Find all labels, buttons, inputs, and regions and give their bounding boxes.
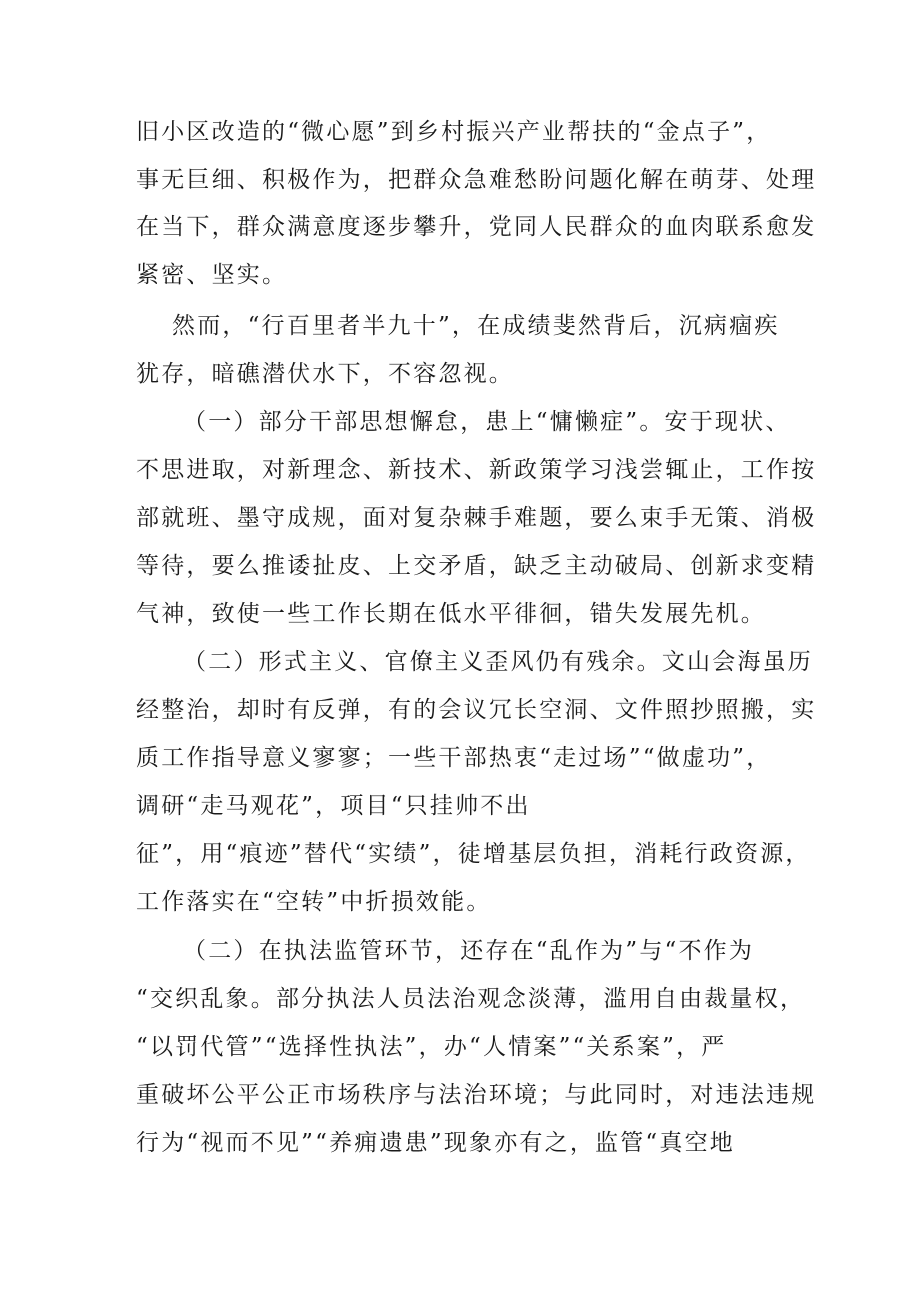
text-line: 调研“走马观花”，项目“只挂帅不出 [136,793,531,819]
text-line: “交织乱象。部分执法人员法治观念淡薄，滥用自由裁量权， [136,986,806,1012]
text-line: 部就班、墨守成规，面对复杂棘手难题，要么束手无策、消极 [136,505,817,531]
text-line: 征”，用“痕迹”替代“实绩”，徒增基层负担，消耗行政资源， [136,841,811,867]
text-line: 质工作指导意义寥寥；一些干部热衷“走过场”“做虚功”， [136,745,772,771]
text-line: 不思进取，对新理念、新技术、新政策学习浅尝辄止，工作按 [136,457,817,483]
text-line: 行为“视而不见”“养痈遗患”现象亦有之，监管“真空地 [136,1130,735,1156]
text-line: 犹存，暗礁潜伏水下，不容忽视。 [136,361,514,387]
text-line: （二）在执法监管环节，还存在“乱作为”与“不作为 [183,938,755,964]
text-line: 经整治，却时有反弹，有的会议冗长空洞、文件照抄照搬，实 [136,697,817,723]
text-line: 在当下，群众满意度逐步攀升，党同人民群众的血肉联系愈发 [136,214,817,240]
text-line: 事无巨细、积极作为，把群众急难愁盼问题化解在萌芽、处理 [136,167,817,193]
text-line: 气神，致使一些工作长期在低水平徘徊，错失发展先机。 [136,601,766,627]
text-line: 旧小区改造的“微心愿”到乡村振兴产业帮扶的“金点子”， [136,119,772,145]
text-line: 紧密、坚实。 [136,262,288,288]
text-line: （二）形式主义、官僚主义歪风仍有残余。文山会海虽历 [183,649,813,675]
text-line: 等待，要么推诿扯皮、上交矛盾，缺乏主动破局、创新求变精 [136,553,817,579]
text-line: 工作落实在“空转”中折损效能。 [136,889,492,915]
text-line: （一）部分干部思想懈怠，患上“慵懒症”。安于现状、 [183,409,791,435]
text-line: 然而，“行百里者半九十”，在成绩斐然背后，沉病痼疾 [172,313,780,339]
text-line: “以罚代管”“选择性执法”，办“人情案”“关系案”，严 [136,1034,727,1060]
text-line: 重破坏公平公正市场秩序与法治环境；与此同时，对违法违规 [136,1082,817,1108]
